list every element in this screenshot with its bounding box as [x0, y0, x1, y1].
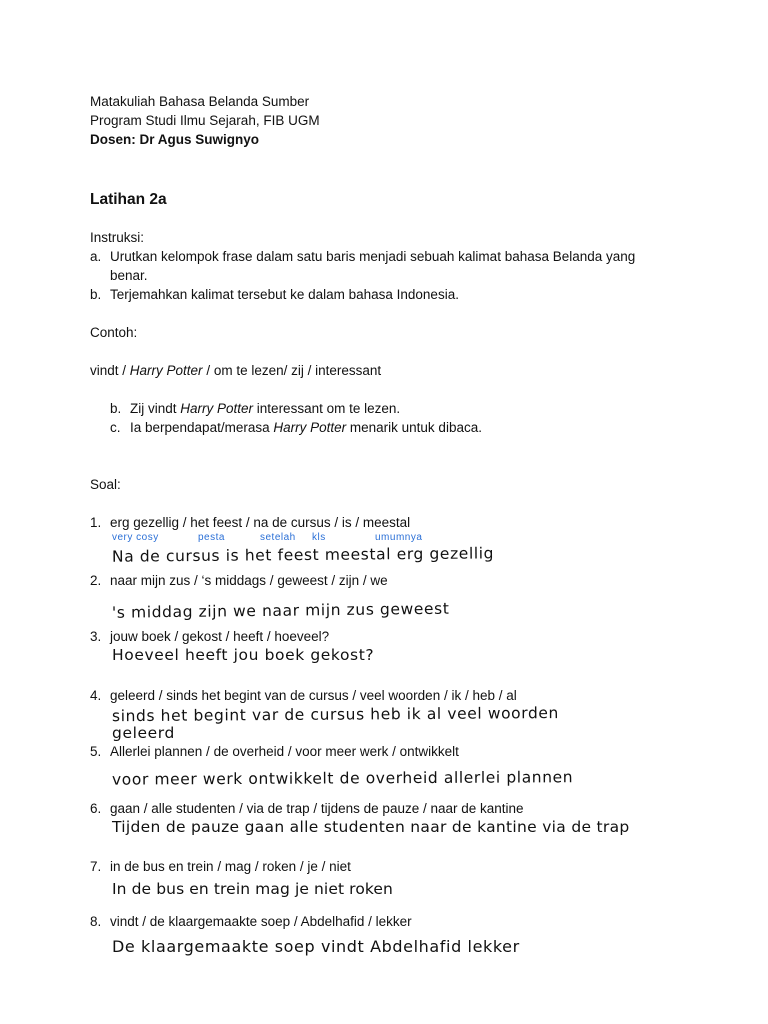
instructions-label: Instruksi:: [90, 230, 145, 245]
question-text: Allerlei plannen / de overheid / voor meer werk / ontwikkelt: [110, 744, 459, 759]
question-text: in de bus en trein / mag / roken / je / niet: [110, 859, 351, 874]
question-text: erg gezellig / het feest / na de cursus / is / meestal: [110, 515, 411, 530]
document-page: [90, 92, 710, 961]
course-name: Matakuliah Bahasa Belanda Sumber: [90, 94, 310, 109]
instruction-item: a. Urutkan kelompok frase dalam satu baris menjadi sebuah kalimat bahasa Belanda yang: [90, 249, 636, 264]
question-text: gaan / alle studenten / via de trap / tijdens de pauze / naar de kantine: [110, 801, 524, 816]
question-7: 7. in de bus en trein / mag / roken / je / niet: [90, 859, 351, 874]
question-6: 6. gaan / alle studenten / via de trap / tijdens de pauze / naar de kantine: [90, 801, 524, 816]
question-text: geleerd / sinds het begint van de cursus / veel woorden / ik / heb / al: [110, 688, 517, 703]
handwritten-gloss: very cosy pesta setelah kls umumnya: [112, 532, 423, 543]
handwritten-answer-3: Hoeveel heeft jou boek gekost?: [112, 646, 375, 664]
handwritten-answer-4: sinds het begint var de cursus heb ik al veel woorden: [111, 704, 560, 726]
exercise-title: Latihan 2a: [90, 191, 167, 208]
lecturer-name: Dosen: Dr Agus Suwignyo: [90, 132, 260, 147]
instructions-list: [90, 247, 710, 304]
question-text: naar mijn zus / ‘s middags / geweest / zijn / we: [110, 573, 388, 588]
handwritten-answer-1: Na de cursus is het feest meestal erg gezellig: [111, 544, 495, 566]
question-4: 4. geleerd / sinds het begint van de cursus / veel woorden / ik / heb / al: [90, 688, 517, 703]
example-phrase: vindt / Harry Potter / om te lezen/ zij / interessant: [90, 363, 382, 378]
example-label: Contoh:: [90, 325, 138, 340]
question-8: 8. vindt / de klaargemaakte soep / Abdelhafid / lekker: [90, 914, 412, 929]
question-2: 2. naar mijn zus / ‘s middags / geweest / zijn / we: [90, 573, 388, 588]
program-name: Program Studi Ilmu Sejarah, FIB UGM: [90, 113, 320, 128]
example-answer: b. Zij vindt Harry Potter interessant om te lezen.: [110, 401, 401, 416]
handwritten-answer-2: 's middag zijn we naar mijn zus geweest: [111, 599, 450, 622]
example-answers: [90, 399, 710, 437]
instruction-item-continued: benar.: [110, 268, 148, 283]
handwritten-answer-8: De klaargemaakte soep vindt Abdelhafid lekker: [112, 937, 520, 956]
handwritten-answer-6: Tijden de pauze gaan alle studenten naar de kantine via de trap: [112, 818, 630, 836]
example-answer: c. Ia berpendapat/merasa Harry Potter menarik untuk dibaca.: [110, 420, 482, 435]
question-1: 1. erg gezellig / het feest / na de cursus / is / meestal: [90, 515, 411, 530]
handwritten-answer-5: voor meer werk ontwikkelt de overheid allerlei plannen: [111, 768, 574, 789]
soal-label: Soal:: [90, 477, 121, 492]
question-5: 5. Allerlei plannen / de overheid / voor meer werk / ontwikkelt: [90, 744, 459, 759]
question-text: vindt / de klaargemaakte soep / Abdelhafid / lekker: [110, 914, 412, 929]
instruction-item: b. Terjemahkan kalimat tersebut ke dalam bahasa Indonesia.: [90, 287, 459, 302]
handwritten-answer-4-continued: geleerd: [112, 724, 175, 742]
handwritten-answer-7: In de bus en trein mag je niet roken: [112, 880, 393, 898]
question-3: 3. jouw boek / gekost / heeft / hoeveel?: [90, 629, 330, 644]
question-text: jouw boek / gekost / heeft / hoeveel?: [110, 629, 330, 644]
